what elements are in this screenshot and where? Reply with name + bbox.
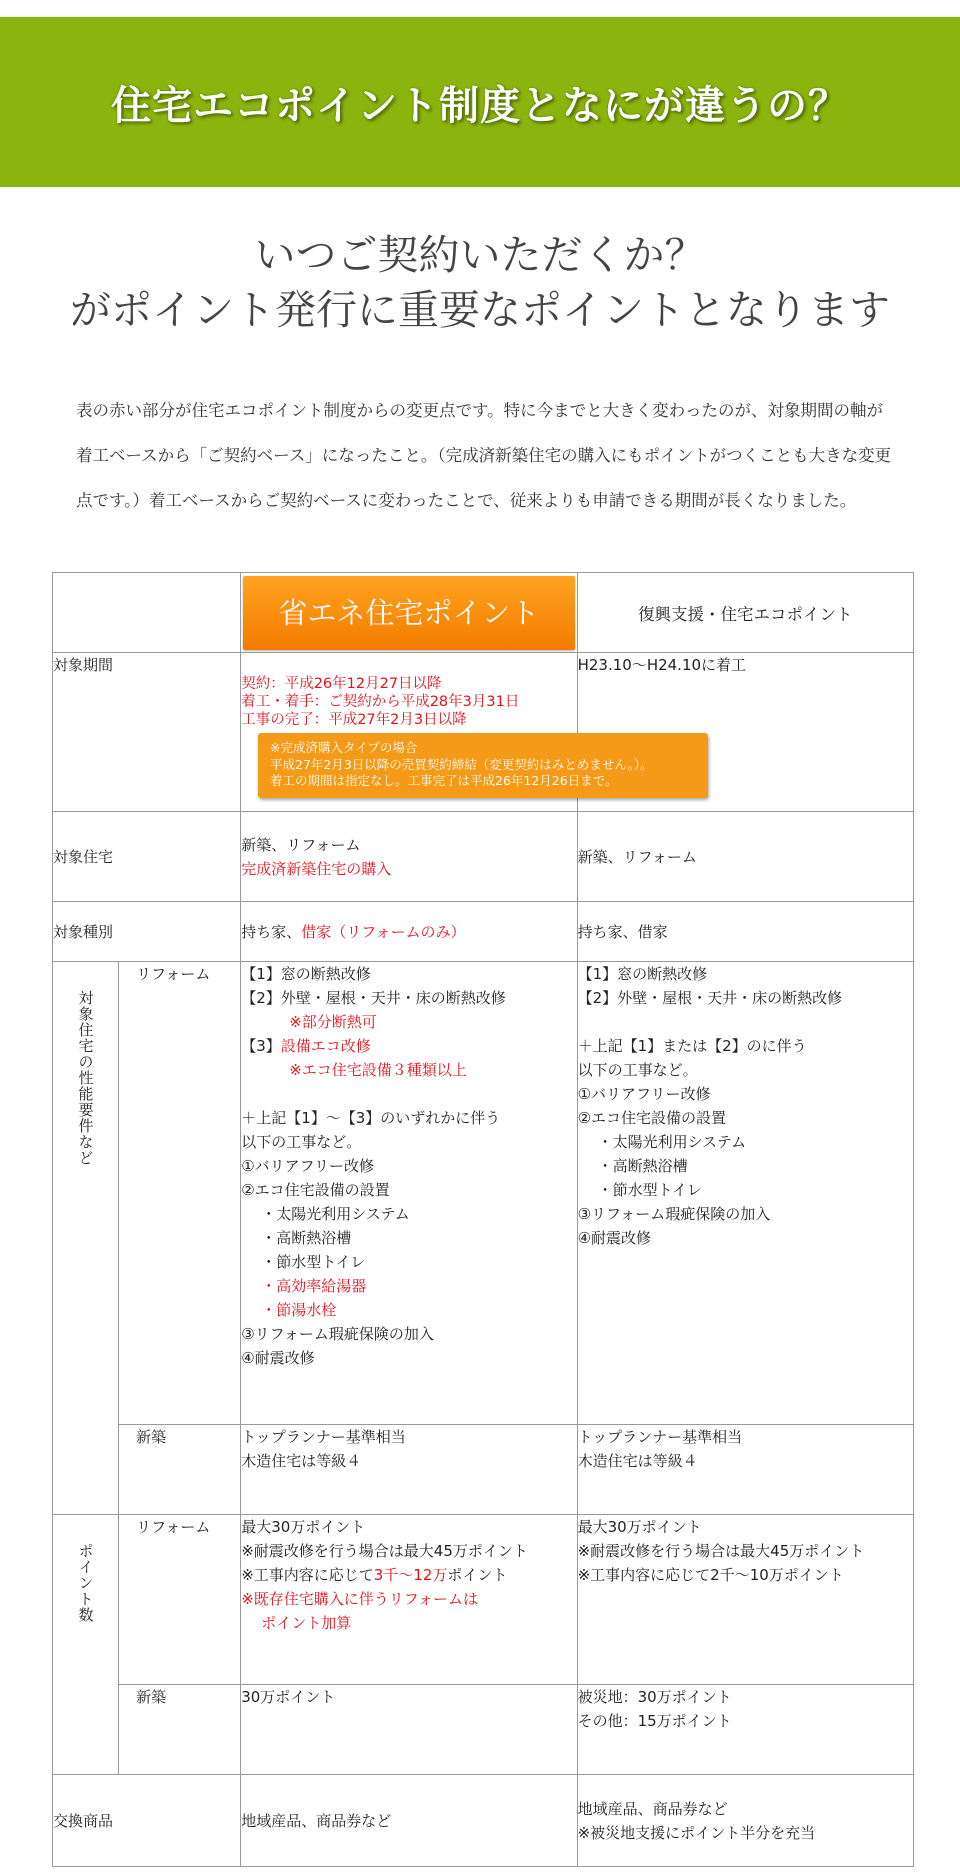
newbuild-old-line: トップランナー基準相当 <box>577 1428 743 1446</box>
points-reform-label: リフォーム <box>119 1515 241 1685</box>
reform-old-line: ④耐震改修 <box>577 1229 652 1247</box>
row-label-type: 対象種別 <box>53 902 241 962</box>
housing-new-cell <box>241 812 577 902</box>
note-line: 着工の期間は指定なし。工事完了は平成26年12月26日まで。 <box>270 773 618 788</box>
perf-reform-label: リフォーム <box>119 962 241 1425</box>
points-old-line: ※工事内容に応じて2千〜10万ポイント <box>577 1566 844 1584</box>
reform-new-line: 【3】 <box>241 1037 281 1055</box>
points-newbuild-label: 新築 <box>119 1685 241 1775</box>
reform-new-red-line: ・節湯水栓 <box>261 1301 337 1319</box>
table-row-points-newbuild <box>53 1685 914 1775</box>
reform-new-line: ＋上記【1】〜【3】のいずれかに伴う <box>241 1109 501 1127</box>
header-empty-cell <box>53 573 241 653</box>
reform-new-line: ②エコ住宅設備の設置 <box>241 1181 390 1199</box>
type-new-text: 持ち家、 <box>241 922 302 941</box>
points-new-line: ※工事内容に応じて <box>241 1566 374 1584</box>
note-line: ※完成済購入タイプの場合 <box>270 740 418 755</box>
banner-title: 住宅エコポイント制度となにが違うの？ <box>111 82 849 129</box>
old-scheme-heading: 復興支援・住宅エコポイント <box>638 604 853 624</box>
type-new-red-text: 借家（リフォームのみ） <box>301 922 466 941</box>
points-new-red-text: 3千〜12万 <box>373 1566 448 1584</box>
points-group-label-cell <box>53 1515 119 1775</box>
table-header-row <box>53 573 914 653</box>
exchange-old-line: ※被災地支援にポイント半分を充当 <box>577 1823 816 1842</box>
period-new-line: 契約：平成26年12月27日以降 <box>241 676 442 692</box>
points-new-line: ポイント <box>447 1566 508 1584</box>
table-row-type <box>53 902 914 962</box>
perf-newbuild-new-cell <box>241 1425 577 1515</box>
headline-line-1: いつご契約いただくか？ <box>254 231 706 279</box>
reform-new-red-line: ・高効率給湯器 <box>261 1277 367 1295</box>
points-new-red-line: ※既存住宅購入に伴うリフォームは <box>241 1590 479 1608</box>
reform-old-line: ③リフォーム瑕疵保険の加入 <box>577 1205 771 1223</box>
points-old-line: ※耐震改修を行う場合は最大45万ポイント <box>577 1542 865 1560</box>
points-new-line: 最大30万ポイント <box>241 1518 366 1536</box>
points-newbuild-old-cell <box>577 1685 913 1775</box>
reform-old-line: ＋上記【1】または【2】のに伴う <box>577 1037 807 1055</box>
headline <box>0 228 960 338</box>
reform-new-line: 【1】窓の断熱改修 <box>241 965 371 983</box>
reform-old-line: ・節水型トイレ <box>597 1181 702 1199</box>
reform-new-line: ③リフォーム瑕疵保険の加入 <box>241 1325 434 1343</box>
newbuild-new-line: トップランナー基準相当 <box>241 1428 406 1446</box>
row-label-period: 対象期間 <box>53 653 241 812</box>
reform-old-line: 以下の工事など。 <box>577 1061 698 1079</box>
points-newbuild-old-line: 被災地：30万ポイント <box>577 1688 732 1706</box>
points-new-line: ※耐震改修を行う場合は最大45万ポイント <box>241 1542 528 1560</box>
headline-line-2: がポイント発行に重要なポイントとなります <box>70 286 890 334</box>
reform-new-red-line: 設備エコ改修 <box>280 1037 371 1055</box>
points-reform-new-cell <box>241 1515 577 1685</box>
reform-new-line: ・高断熱浴槽 <box>261 1229 352 1247</box>
table-row-housing <box>53 812 914 902</box>
points-reform-old-cell <box>577 1515 913 1685</box>
header-old-cell <box>577 573 913 653</box>
newbuild-old-line: 木造住宅は等級４ <box>577 1452 698 1470</box>
points-new-red-line: ポイント加算 <box>261 1614 352 1632</box>
reform-old-line: ・太陽光利用システム <box>597 1133 747 1151</box>
exchange-old-line: 地域産品、商品券など <box>577 1799 728 1818</box>
perf-group-label-cell <box>53 962 119 1515</box>
reform-new-line: 以下の工事など。 <box>241 1133 362 1151</box>
points-newbuild-new-text: 30万ポイント <box>241 1688 336 1706</box>
housing-old-text: 新築、リフォーム <box>577 847 697 866</box>
period-old-text: H23.10〜H24.10に着工 <box>577 656 747 674</box>
table-row-perf-newbuild <box>53 1425 914 1515</box>
reform-old-line: ②エコ住宅設備の設置 <box>577 1109 727 1127</box>
reform-old-line: ・高断熱浴槽 <box>597 1157 688 1175</box>
perf-reform-old-cell <box>577 962 913 1425</box>
points-newbuild-new-cell <box>241 1685 577 1775</box>
header-new-cell <box>241 573 577 653</box>
reform-old-line: ①バリアフリー改修 <box>577 1085 711 1103</box>
intro-paragraph: 表の赤い部分が住宅エコポイント制度からの変更点です。特に今までと大きく変わったのが、対象期間の軸が着工ベースから「ご契約ベース」になったこと。（完成済新築住宅の購入にもポイントがつくことも大きな変更点です。）着工ベースからご契約ベースに変わったことで、従来よりも申請できる期間が長くなりました。 <box>76 401 892 510</box>
row-label-exchange: 交換商品 <box>53 1775 241 1867</box>
type-old-text: 持ち家、借家 <box>577 922 668 941</box>
perf-newbuild-label: 新築 <box>119 1425 241 1515</box>
points-old-line: 最大30万ポイント <box>577 1518 702 1536</box>
reform-new-red-line: ※部分断熱可 <box>289 1013 377 1031</box>
table-row-points-reform <box>53 1515 914 1685</box>
reform-new-red-line: ※エコ住宅設備３種類以上 <box>289 1061 467 1079</box>
note-line: 平成27年2月3日以降の売買契約締結（変更契約はみとめません。）。 <box>270 756 653 772</box>
row-label-housing: 対象住宅 <box>53 812 241 902</box>
table-row-exchange <box>53 1775 914 1867</box>
perf-newbuild-old-cell <box>577 1425 913 1515</box>
type-new-cell <box>241 902 577 962</box>
points-newbuild-old-line: その他：15万ポイント <box>577 1712 732 1730</box>
exchange-new-text: 地域産品、商品券など <box>241 1811 392 1830</box>
exchange-old-cell <box>577 1775 913 1867</box>
reform-new-line: ・太陽光利用システム <box>261 1205 410 1223</box>
newbuild-new-line: 木造住宅は等級４ <box>241 1452 362 1470</box>
header-banner <box>0 17 960 187</box>
table-row-perf-reform <box>53 962 914 1425</box>
new-scheme-heading: 省エネ住宅ポイント <box>243 576 574 650</box>
housing-new-red-line: 完成済新築住宅の購入 <box>241 859 392 878</box>
reform-new-line: ①バリアフリー改修 <box>241 1157 375 1175</box>
exchange-new-cell <box>241 1775 577 1867</box>
housing-old-cell <box>577 812 913 902</box>
period-new-line: 着工・着手：ご契約から平成28年3月31日 <box>241 694 520 710</box>
period-new-line: 工事の完了：平成27年2月3日以降 <box>241 712 467 728</box>
perf-reform-new-cell <box>241 962 577 1425</box>
reform-old-line: 【1】窓の断熱改修 <box>577 965 708 983</box>
housing-new-line: 新築、リフォーム <box>241 835 361 854</box>
reform-new-line: 【2】外壁・屋根・天井・床の断熱改修 <box>241 989 506 1007</box>
reform-new-line: ・節水型トイレ <box>261 1253 366 1271</box>
perf-group-label: 対象住宅の性能要件など <box>76 990 95 1166</box>
reform-old-line: 【2】外壁・屋根・天井・床の断熱改修 <box>577 989 843 1007</box>
reform-new-line: ④耐震改修 <box>241 1349 315 1367</box>
period-note-callout <box>258 733 708 798</box>
points-group-label: ポイント数 <box>76 1543 95 1623</box>
type-old-cell <box>577 902 913 962</box>
